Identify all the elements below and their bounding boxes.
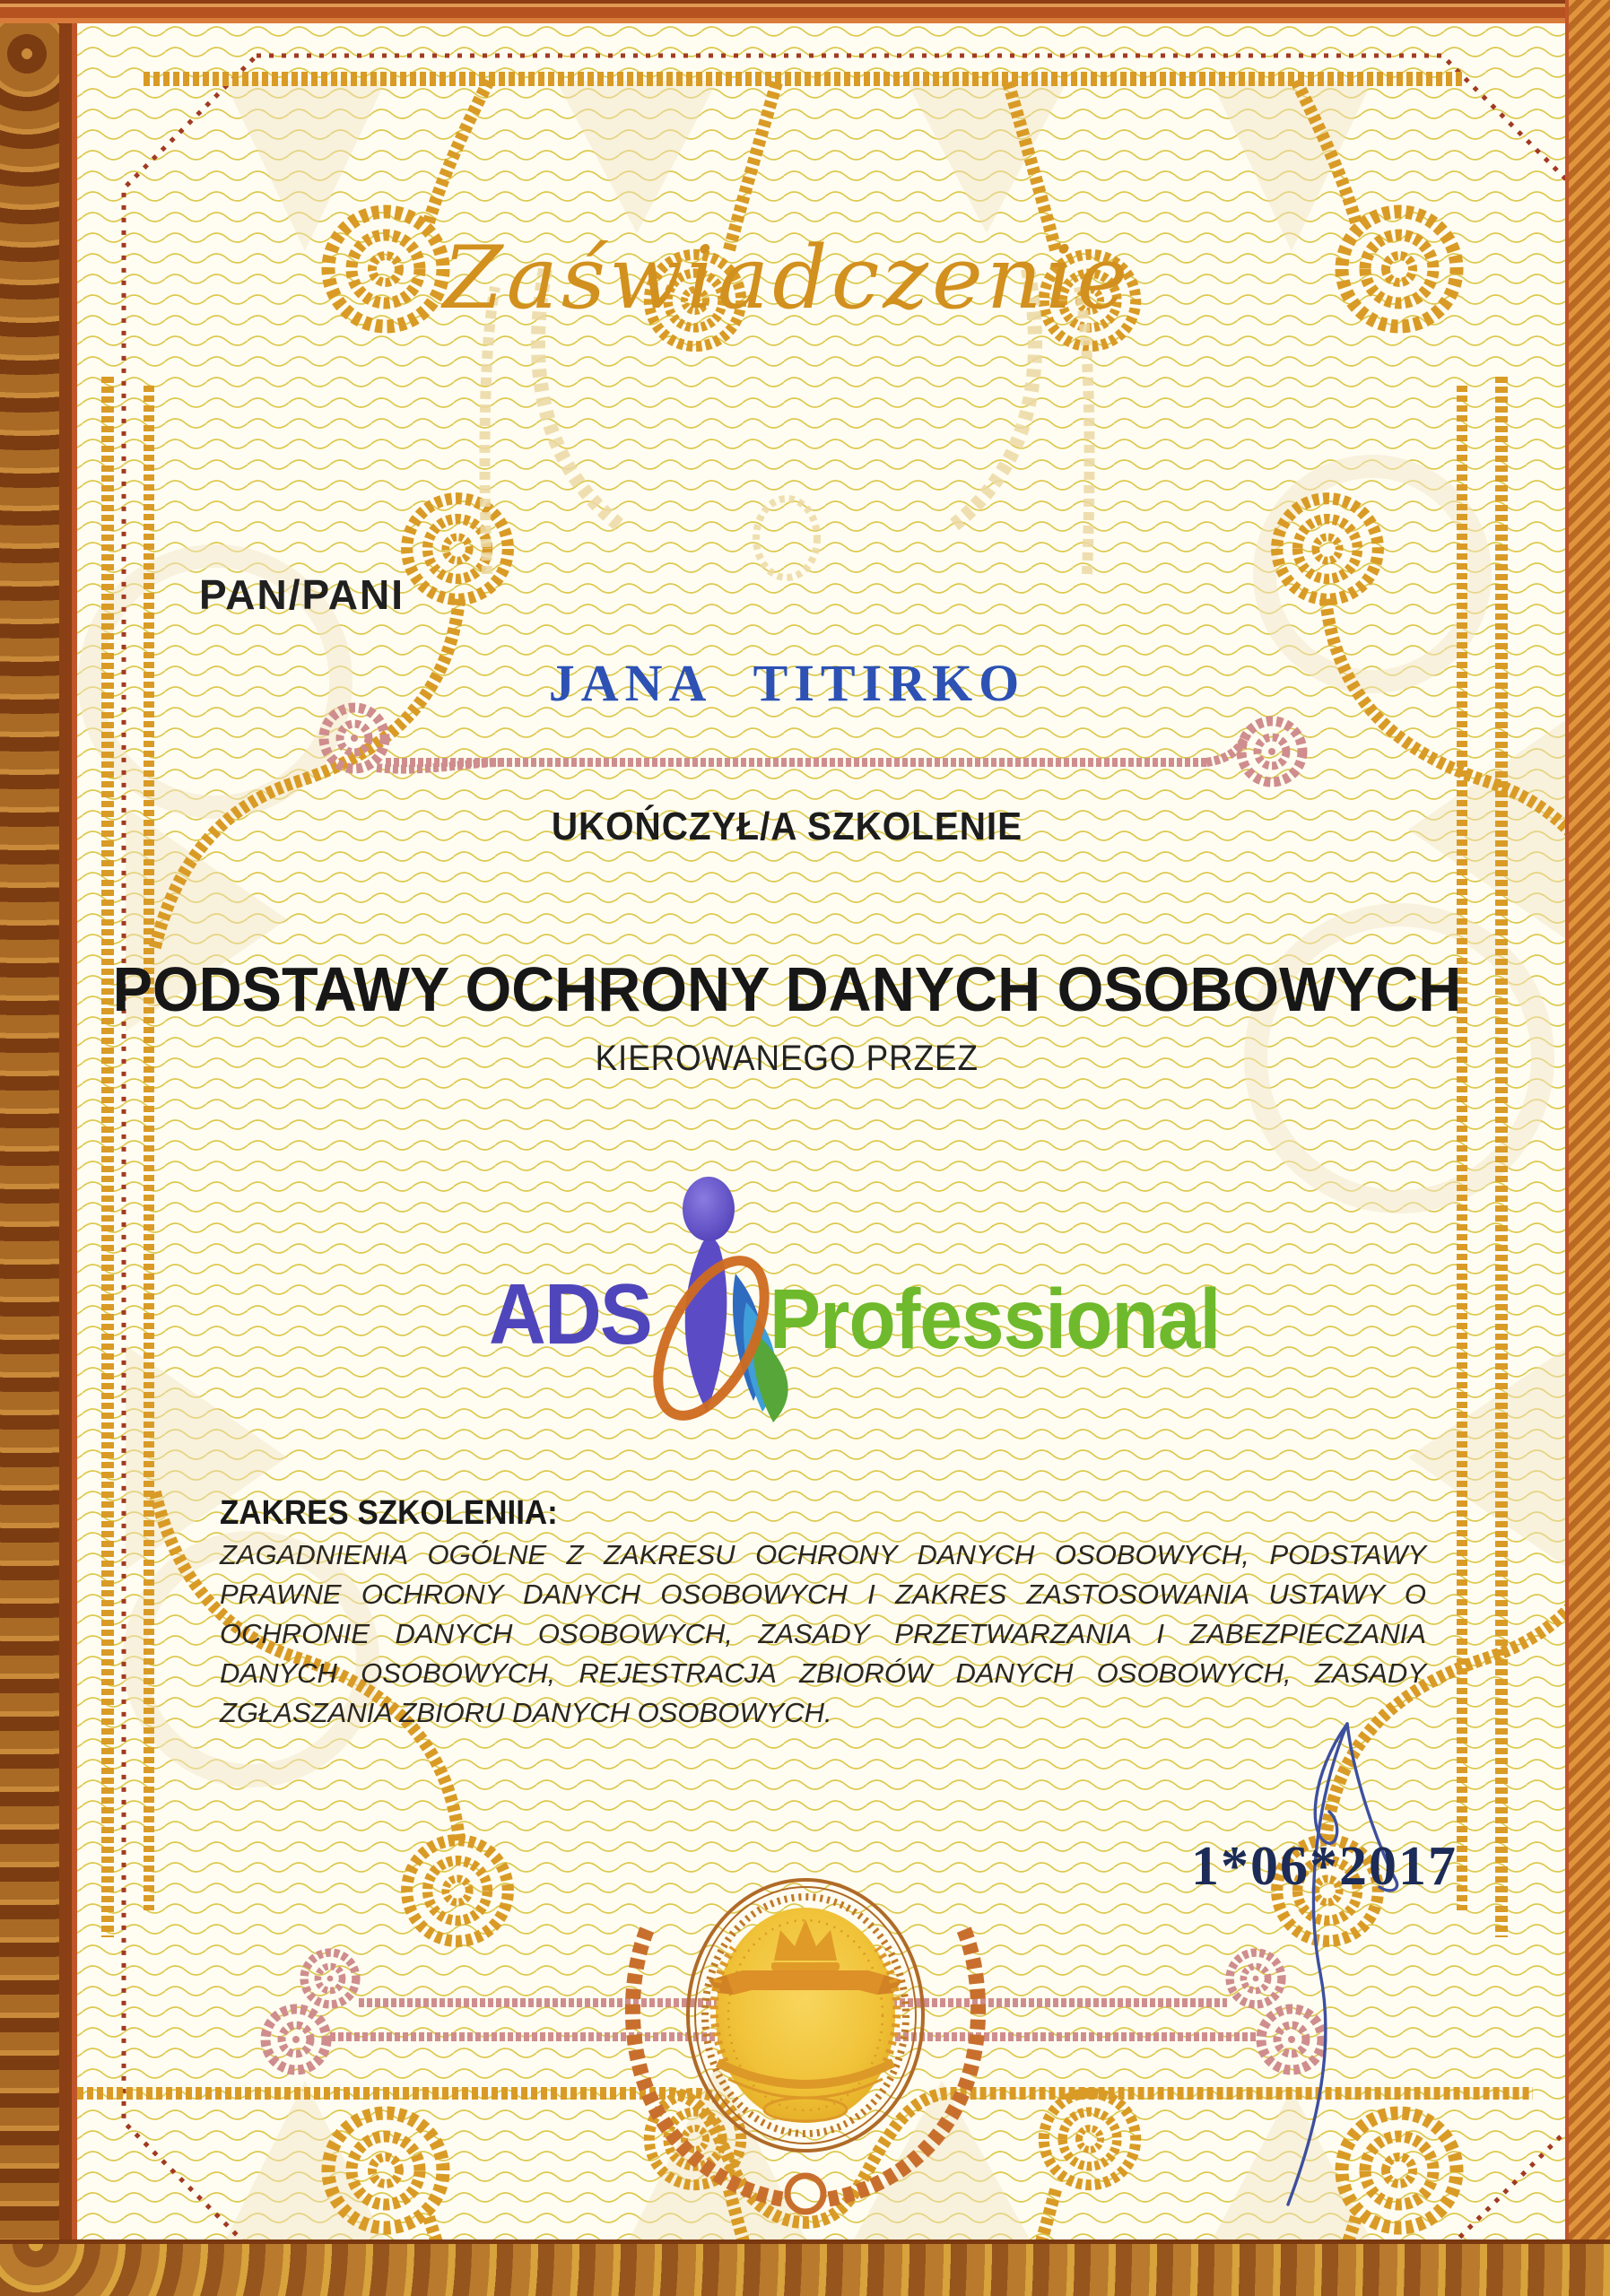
certificate-date: 1*06*2017 [1191,1836,1458,1897]
border-band-top [0,0,1610,23]
border-band-bottom [0,2239,1610,2296]
salutation-label: PAN/PANI [199,571,405,618]
completion-line [0,804,1574,848]
border-band-right [1565,0,1610,2296]
scope-paragraph: ZAGADNIENIA OGÓLNE Z ZAKRESU OCHRONY DANYCH OSOBOWYCH, PODSTAWY PRAWNE OCHRONY DANYCH OSOBOWYCH I ZAKRES ZASTOSOWANIA USTAWY O OCHRONIE DANYCH OSOBOWYCH, ZASADY PRZETWARZANIA I ZABEZPIECZANIA DANYCH OSOBOWYCH, REJESTRACJA ZBIORÓW DANYCH OSOBOWYCH, ZASADY ZGŁASZANIA ZBIORU DANYCH OSOBOWYCH. [220,1539,1426,1728]
logo-text-ads: ADS [489,1266,651,1362]
recipient-name [0,654,1574,712]
logo-text-professional: Professional [770,1272,1221,1367]
certificate-title [0,228,1574,328]
directed-by-text: KIEROWANEGO PRZEZ [595,1039,979,1078]
scope-heading: ZAKRES SZKOLENIIA: [220,1494,558,1532]
course-title-text: PODSTAWY OCHRONY DANYCH OSOBOWYCH [112,954,1462,1024]
course-title [0,954,1574,1024]
gold-seal [688,1880,923,2151]
border-band-left [0,0,77,2296]
completion-line-text: UKOŃCZYŁ/A SZKOLENIE [551,804,1023,848]
recipient-name-text: JANA TITIRKO [548,654,1026,712]
directed-by-line [0,1040,1574,1076]
certificate-title-text: Zaświadczenie [442,228,1132,328]
